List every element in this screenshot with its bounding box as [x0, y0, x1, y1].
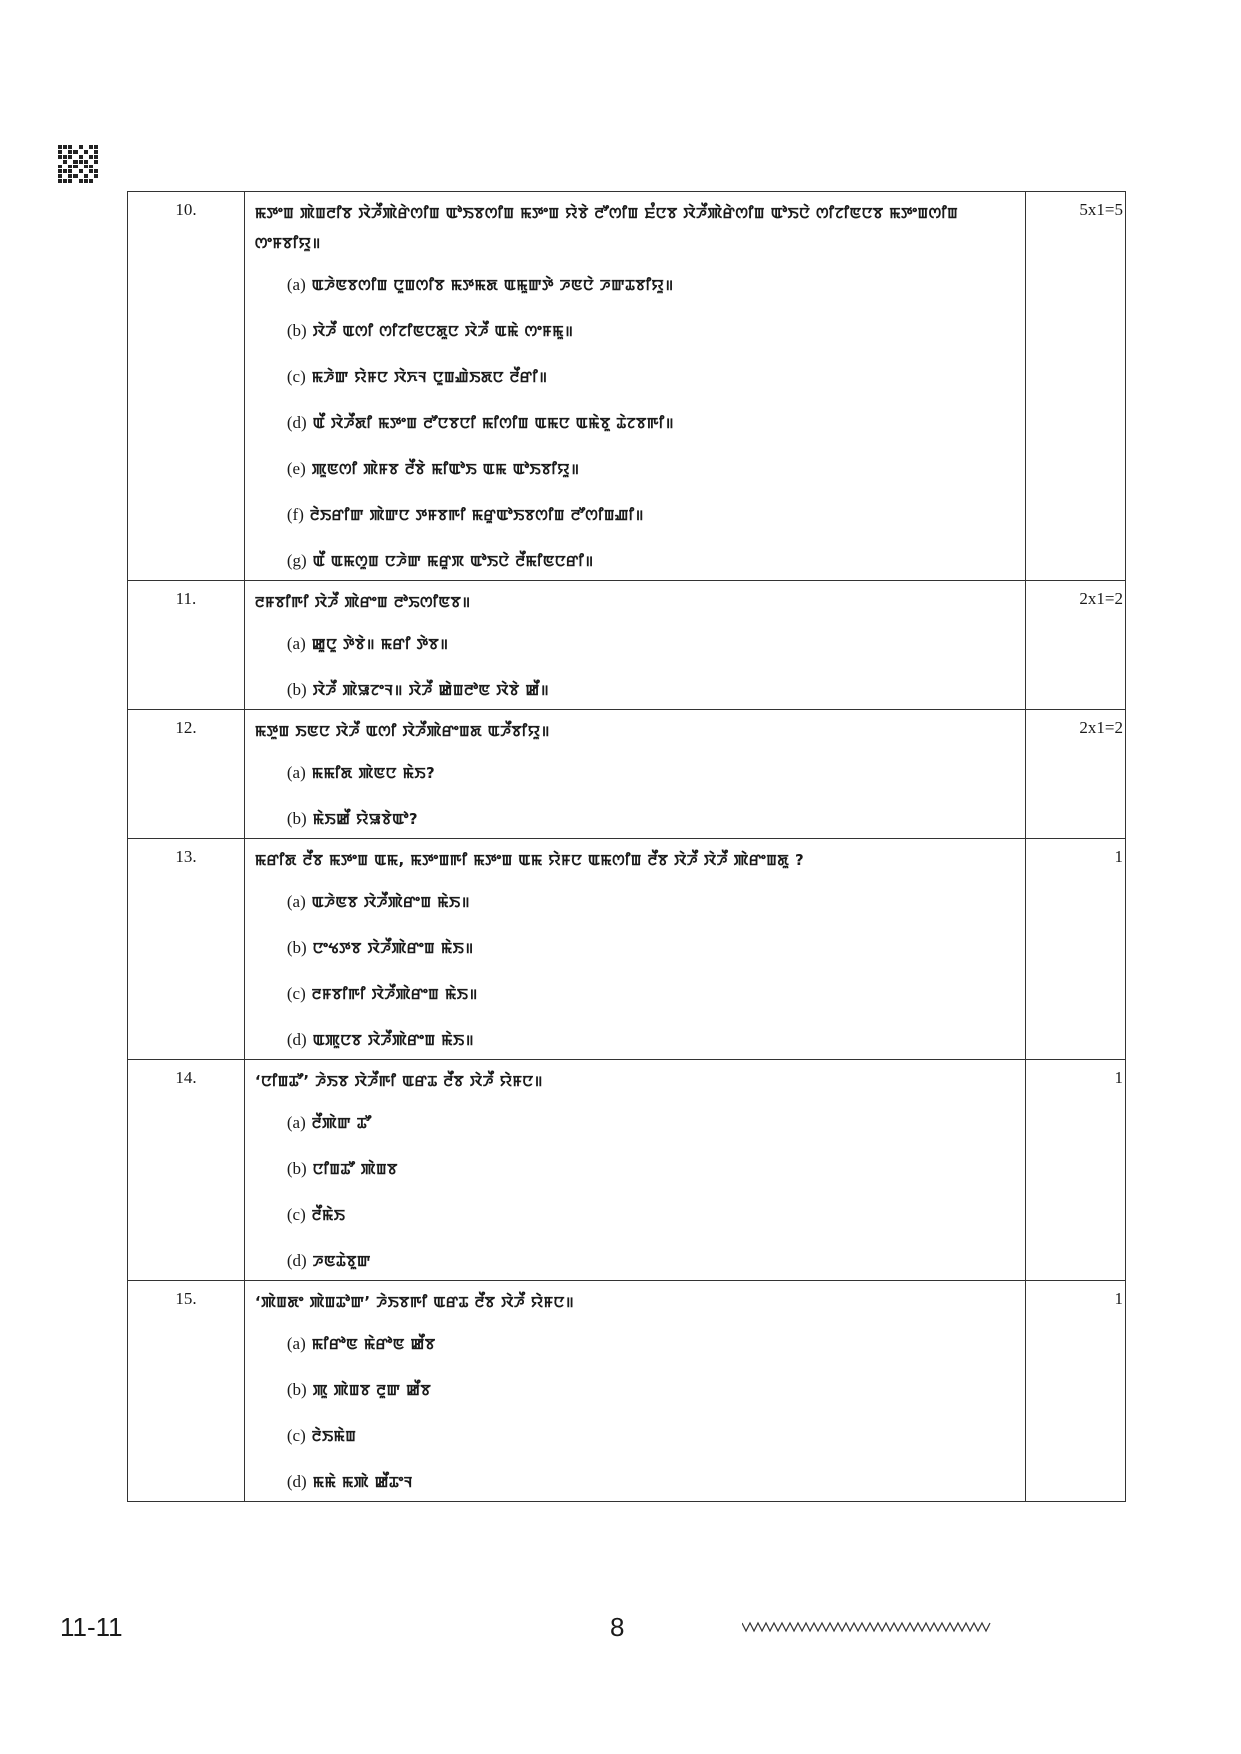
question-table-body: [128, 192, 1126, 1502]
option-label: (b): [286, 938, 307, 957]
option-text: ꯋꯥꯍꯩ ꯑꯁꯤ ꯁꯤꯖꯤꯟꯅꯗꯨꯅ ꯋꯥꯍꯩ ꯑꯃꯥ ꯁꯦꯝꯃꯨ॥: [312, 322, 574, 340]
option-text: ꯅꯦꯠꯇꯕ ꯋꯥꯍꯩꯄꯥꯔꯦꯡ ꯃꯥꯏ॥: [312, 939, 474, 957]
question-content: [244, 581, 1025, 710]
question-content: [244, 1060, 1025, 1281]
option-label: (a): [286, 1113, 306, 1132]
question-marks: 5x1=5: [1025, 192, 1125, 581]
option-label: (b): [286, 1159, 307, 1178]
option-text: ꯑꯩ ꯑꯃꯁꯨꯡ ꯅꯍꯥꯛ ꯃꯔꯨꯞ ꯑꯣꯏꯅꯥ ꯂꯩꯃꯤꯟꯅꯔꯤ॥: [312, 552, 594, 570]
answer-option: [255, 1425, 1015, 1447]
qr-code-icon: [58, 145, 98, 183]
question-number: 11.: [128, 581, 245, 710]
question-content: [244, 710, 1025, 839]
option-text: ꯃꯃꯥ ꯃꯄꯥ ꯀꯩꯊꯦꯜ: [312, 1473, 413, 1491]
question-number: 15.: [128, 1281, 245, 1502]
option-label: (f): [286, 505, 304, 524]
answer-option: [255, 891, 1015, 913]
option-label: (b): [286, 680, 307, 699]
option-text: ꯄꯨ ꯄꯥꯡꯕ ꯂꯨꯛ ꯀꯩꯕ: [312, 1381, 432, 1399]
answer-option: [255, 412, 1015, 434]
answer-option: [255, 1112, 1015, 1134]
option-label: (a): [286, 634, 306, 653]
option-text: ꯑꯍꯥꯟꯕ ꯋꯥꯍꯩꯄꯥꯔꯦꯡ ꯃꯥꯏ॥: [311, 893, 471, 911]
option-label: (d): [286, 413, 307, 432]
option-label: (b): [286, 1380, 307, 1399]
answer-option: [255, 983, 1015, 1005]
option-label: (c): [286, 1426, 306, 1445]
option-label: (a): [286, 892, 306, 911]
answer-option: [255, 1333, 1015, 1355]
answer-option: [255, 937, 1015, 959]
answer-option: [255, 1029, 1015, 1051]
answer-option: [255, 1379, 1015, 1401]
option-label: (a): [286, 275, 306, 294]
question-marks: 2x1=2: [1025, 710, 1125, 839]
option-label: (a): [286, 763, 306, 782]
option-text: ꯄꯨꯟꯁꯤ ꯄꯥꯝꯕ ꯂꯩꯕꯥ ꯃꯤꯑꯣꯏ ꯑꯃ ꯑꯣꯏꯕꯤꯌꯨ॥: [311, 460, 580, 478]
option-text: ꯑꯩ ꯋꯥꯍꯩꯗꯤ ꯃꯇꯦꯡ ꯂꯧꯅꯕꯅꯤ ꯃꯤꯁꯤꯡ ꯑꯃꯅ ꯑꯃꯥꯕꯨ ꯊꯥꯖꯕꯒꯤ॥: [312, 414, 675, 432]
question-number: 13.: [128, 839, 245, 1060]
question-number: 12.: [128, 710, 245, 839]
page-number: 8: [610, 1612, 625, 1642]
option-text: ꯃꯥꯏꯀꯩ ꯌꯥꯎꯕꯥꯑꯣ?: [312, 810, 419, 828]
option-text: ꯂꯩꯃꯥꯏ: [311, 1206, 346, 1224]
question-marks: 1: [1025, 1060, 1125, 1281]
option-label: (d): [286, 1472, 307, 1491]
option-label: (c): [286, 984, 306, 1003]
option-label: (d): [286, 1251, 307, 1270]
option-text: ꯃꯍꯥꯛ ꯌꯥꯝꯅ ꯋꯥꯈꯜ ꯅꯨꯡꯉꯥꯏꯗꯅ ꯂꯩꯔꯤ॥: [311, 368, 548, 386]
question-stem: ‘ꯄꯥꯡꯗꯦ ꯄꯥꯡꯊꯣꯛ’ ꯍꯥꯏꯕꯒꯤ ꯑꯔꯊ ꯂꯩꯕ ꯋꯥꯍꯩ ꯌꯥꯝꯅ॥: [254, 1293, 575, 1311]
question-content: [244, 1281, 1025, 1502]
answer-option: [255, 458, 1015, 480]
option-label: (d): [286, 1030, 307, 1049]
question-stem: ‘ꯅꯤꯡꯊꯧ’ ꯍꯥꯏꯕ ꯋꯥꯍꯩꯒꯤ ꯑꯔꯊ ꯂꯩꯕ ꯋꯥꯍꯩ ꯌꯥꯝꯅ॥: [254, 1072, 544, 1090]
answer-option: [255, 1471, 1015, 1493]
question-marks: 1: [1025, 839, 1125, 1060]
option-text: ꯂꯥꯏꯔꯤꯛ ꯄꯥꯛꯅ ꯇꯝꯕꯒꯤ ꯃꯔꯨꯑꯣꯏꯕꯁꯤꯡ ꯂꯧꯁꯤꯡꯉꯤ॥: [309, 506, 645, 524]
option-text: ꯑꯍꯥꯟꯕꯁꯤꯡ ꯅꯨꯡꯁꯤꯕ ꯃꯇꯃꯗ ꯑꯃꯨꯛꯇꯥ ꯍꯟꯅꯥ ꯍꯛꯊꯕꯤꯌꯨ॥: [311, 276, 674, 294]
answer-option: [255, 633, 1015, 655]
answer-option: [255, 1250, 1015, 1272]
question-stem: ꯃꯇꯦꯡ ꯄꯥꯡꯂꯤꯕ ꯋꯥꯍꯩꯄꯥꯔꯥꯁꯤꯡ ꯑꯣꯏꯕꯁꯤꯡ ꯃꯇꯦꯡ ꯌꯥꯕꯥ ꯂꯧꯁꯤꯡ ꯐꯪꯅꯕ ꯋꯥꯍꯩꯄꯥꯔꯥꯁꯤꯡ ꯑꯣꯏꯅꯥ ꯁꯤꯖꯤꯟꯅꯕ ꯃꯇꯦꯡꯁꯤꯡ ꯁꯦꯝꯕꯤꯌꯨ॥: [254, 204, 959, 252]
wavy-line-decoration: [742, 1621, 992, 1633]
answer-option: [255, 366, 1015, 388]
answer-option: [255, 550, 1015, 572]
option-text: ꯂꯥꯏꯃꯥꯡ: [311, 1427, 357, 1445]
question-row: [128, 839, 1126, 1060]
option-label: (a): [286, 1334, 306, 1353]
option-text: ꯍꯟꯊꯥꯕꯨꯛ: [312, 1252, 371, 1270]
option-label: (b): [286, 809, 307, 828]
option-text: ꯋꯥꯍꯩ ꯄꯥꯎꯖꯦꯜ॥ ꯋꯥꯍꯩ ꯀꯥꯡꯂꯣꯟ ꯋꯥꯕꯥ ꯀꯩ॥: [312, 681, 550, 699]
question-number: 10.: [128, 192, 245, 581]
option-text: ꯂꯝꯕꯤꯒꯤ ꯋꯥꯍꯩꯄꯥꯔꯦꯡ ꯃꯥꯏ॥: [311, 985, 478, 1003]
question-content: [244, 192, 1025, 581]
option-text: ꯅꯤꯡꯊꯧ ꯄꯥꯡꯕ: [312, 1160, 398, 1178]
question-stem: ꯃꯇꯨꯡ ꯏꯟꯅ ꯋꯥꯍꯩ ꯑꯁꯤ ꯋꯥꯍꯩꯄꯥꯔꯦꯡꯗ ꯑꯍꯩꯕꯤꯌꯨ॥: [254, 722, 550, 740]
question-number: 14.: [128, 1060, 245, 1281]
question-stem: ꯂꯝꯕꯤꯒꯤ ꯋꯥꯍꯩ ꯄꯥꯔꯦꯡ ꯂꯣꯢꯁꯤꯟꯕ॥: [254, 593, 471, 611]
question-stem: ꯃꯔꯤꯗ ꯂꯩꯕ ꯃꯇꯦꯡ ꯑꯃ, ꯃꯇꯦꯡꯒꯤ ꯃꯇꯦꯡ ꯑꯃ ꯌꯥꯝꯅ ꯑꯃꯁꯤꯡ ꯂꯩꯕ ꯋꯥꯍꯩ ꯋꯥꯍꯩ ꯄꯥꯔꯦꯡꯗꯨ ?: [254, 851, 805, 869]
option-label: (c): [286, 367, 306, 386]
question-marks: 1: [1025, 1281, 1125, 1502]
answer-option: [255, 679, 1015, 701]
answer-option: [255, 504, 1015, 526]
answer-option: [255, 808, 1015, 830]
answer-option: [255, 320, 1015, 342]
option-text: ꯃꯃꯤꯗ ꯄꯥꯟꯅ ꯃꯥꯏ?: [311, 764, 436, 782]
option-label: (e): [286, 459, 306, 478]
question-row: [128, 581, 1126, 710]
question-table: [127, 191, 1126, 1502]
option-label: (b): [286, 321, 307, 340]
option-text: ꯀꯨꯅꯨ ꯇꯥꯕꯥ॥ ꯃꯔꯤ ꯇꯥꯕ॥: [311, 635, 449, 653]
question-row: [128, 1281, 1126, 1502]
answer-option: [255, 274, 1015, 296]
paper-code: 11-11: [60, 1612, 123, 1642]
answer-option: [255, 762, 1015, 784]
question-row: [128, 710, 1126, 839]
option-label: (c): [286, 1205, 306, 1224]
question-marks: 2x1=2: [1025, 581, 1125, 710]
option-text: ꯂꯩꯄꯥꯛ ꯊꯧ: [311, 1114, 372, 1132]
question-row: [128, 192, 1126, 581]
option-text: ꯃꯤꯔꯣꯟ ꯃꯥꯔꯣꯟ ꯀꯩꯕ: [311, 1335, 436, 1353]
option-label: (g): [286, 551, 307, 570]
question-content: [244, 839, 1025, 1060]
option-text: ꯑꯄꯨꯅꯕ ꯋꯥꯍꯩꯄꯥꯔꯦꯡ ꯃꯥꯏ॥: [312, 1031, 475, 1049]
answer-option: [255, 1158, 1015, 1180]
answer-option: [255, 1204, 1015, 1226]
question-row: [128, 1060, 1126, 1281]
